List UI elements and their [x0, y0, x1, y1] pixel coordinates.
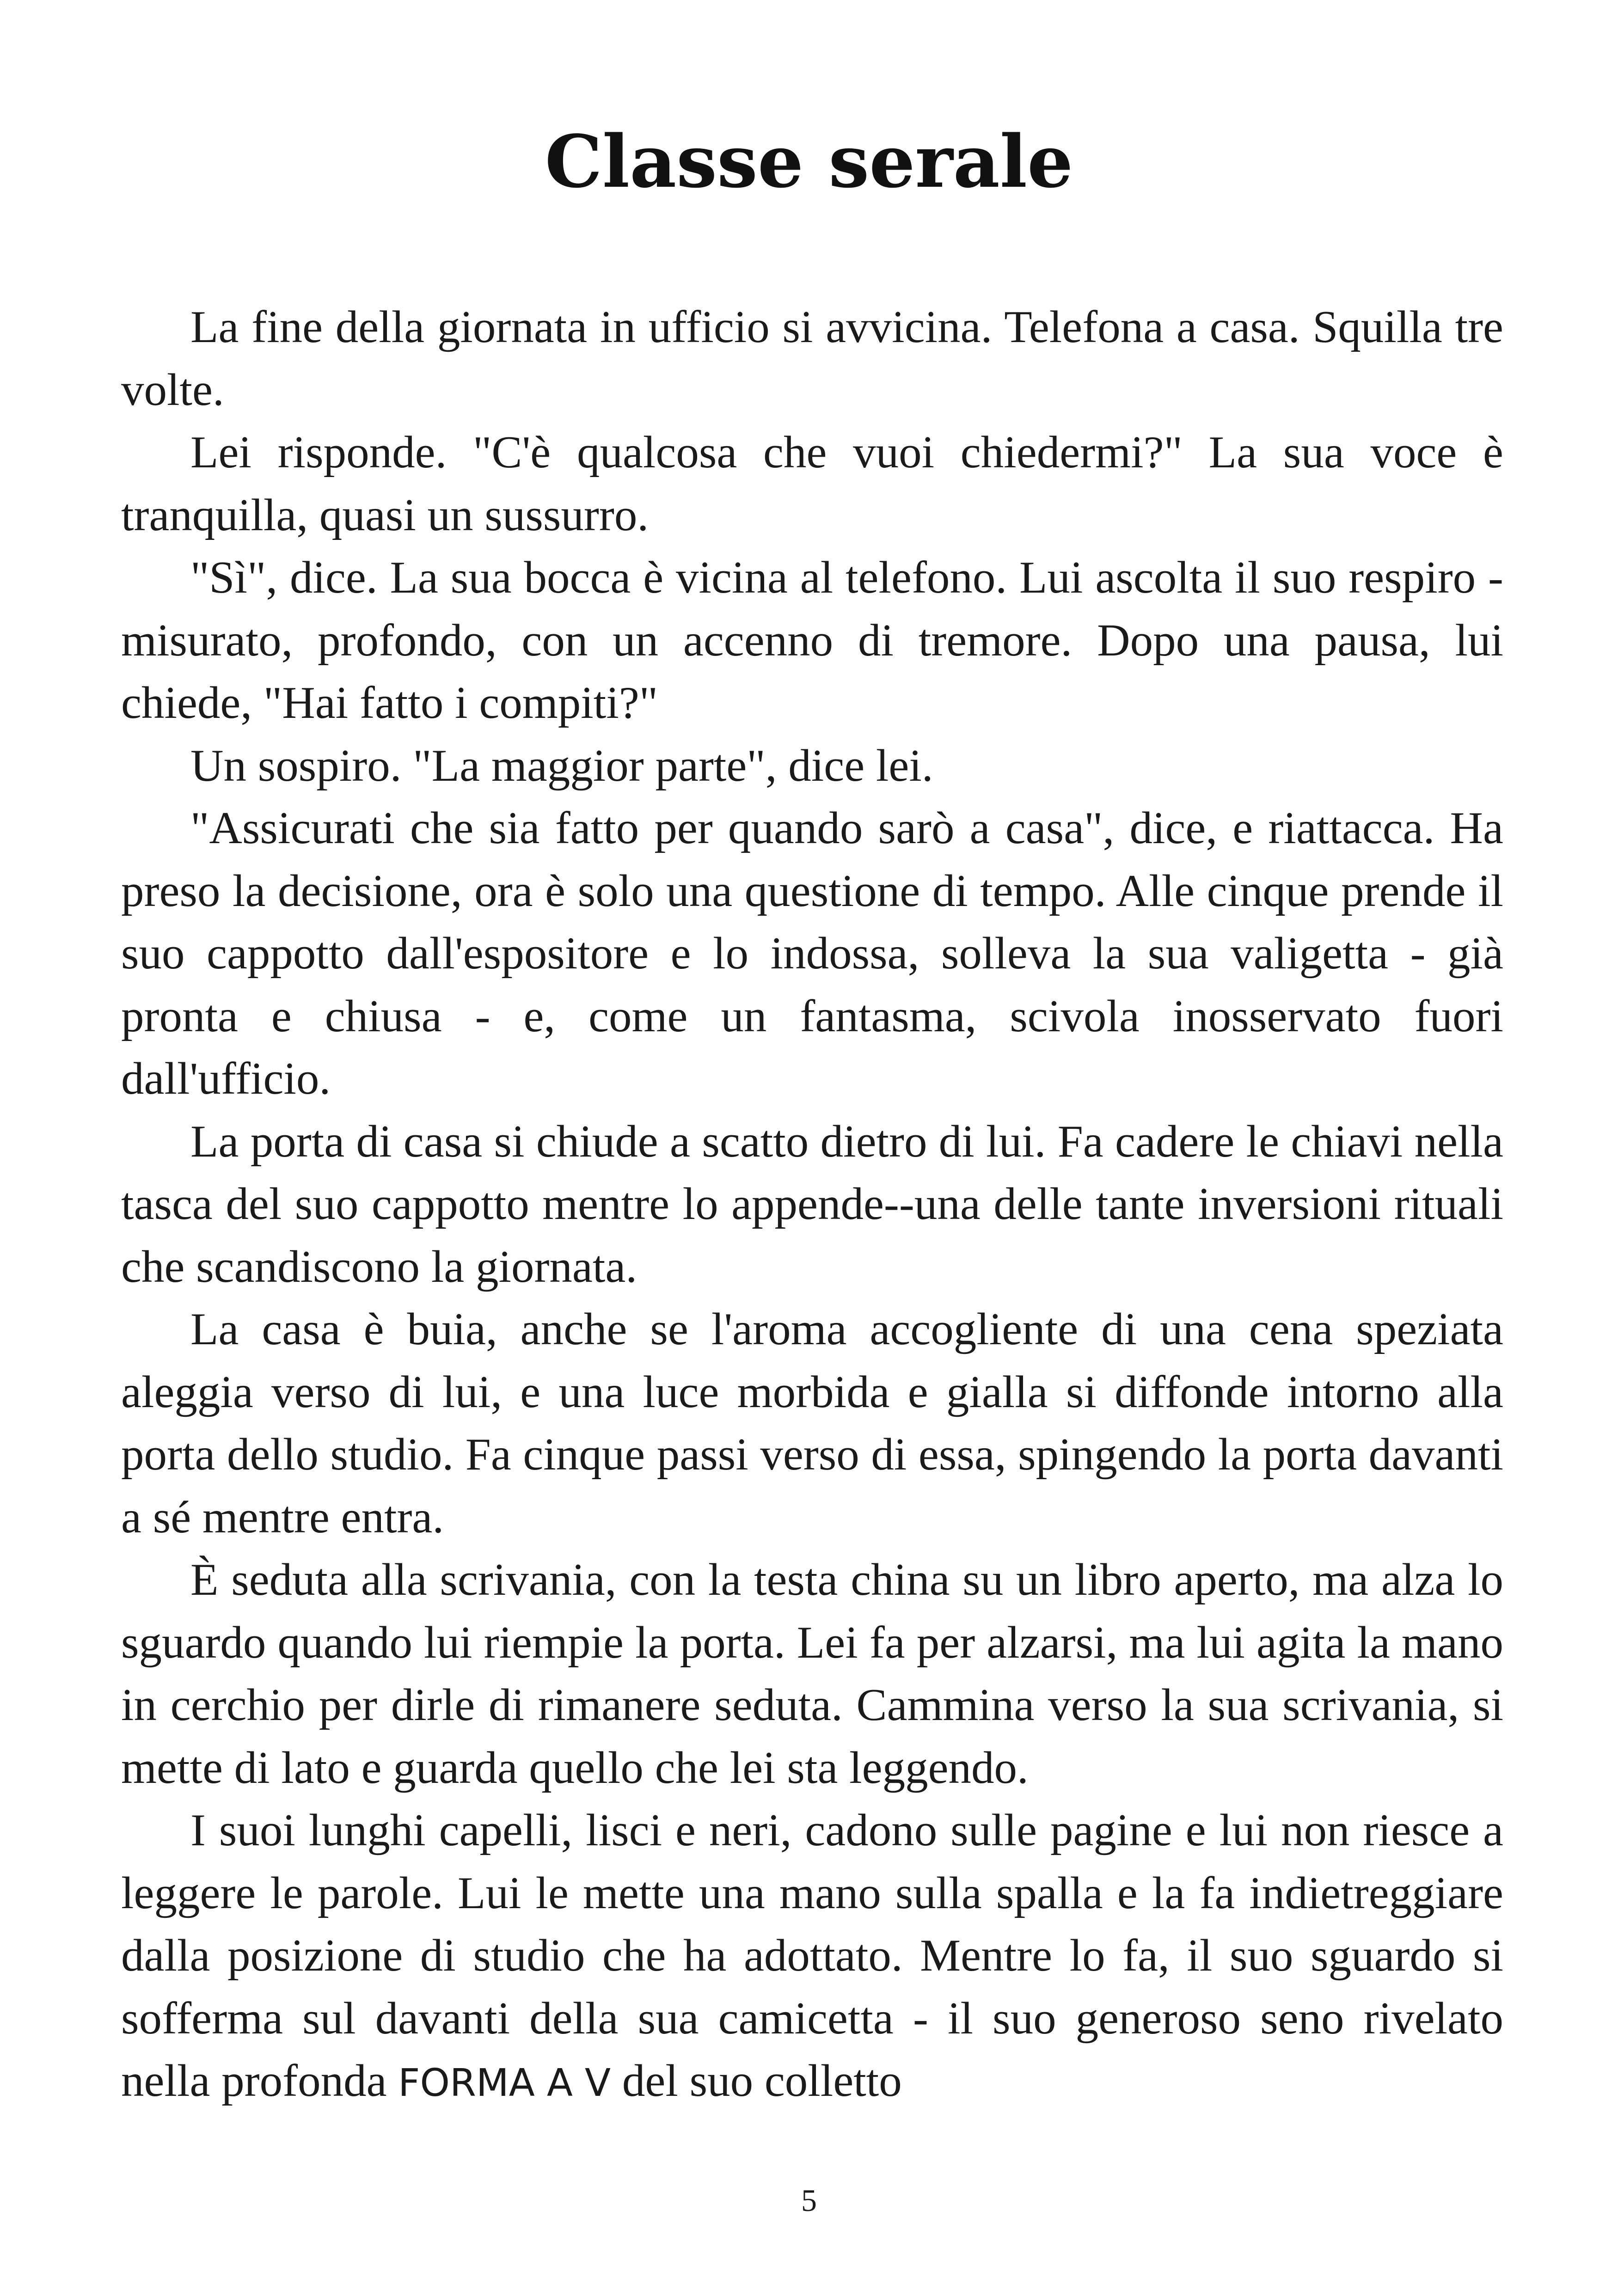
- paragraph-last-text: I suoi lunghi capelli, lisci e neri, cadono sulle pagine e lui non riesce a leggere le parole. Lui le mette una mano sulla spalla e la fa indietreggiare dalla posizione di studio che ha adottato. Mentre lo fa, il suo sguardo si sofferma sul davanti della sua camicetta - il suo generoso seno rivelato nella profonda: [121, 1805, 1503, 2106]
- paragraph: "Assicurati che sia fatto per quando sarò a casa", dice, e riattacca. Ha preso la decisione, ora è solo una questione di tempo. Alle cinque prende il suo cappotto dall'espositore e lo indossa, solleva la sua valigetta - già pronta e chiusa - e, come un fantasma, scivola inosservato fuori dall'ufficio.: [121, 803, 1503, 1104]
- paragraph: Un sospiro. "La maggior parte", dice lei.: [190, 740, 933, 791]
- page-number: 5: [801, 2183, 817, 2218]
- paragraph: La casa è buia, anche se l'aroma accogliente di una cena speziata aleggia verso di lui, e una luce morbida e gialla si diffonde intorno alla porta dello studio. Fa cinque passi verso di essa, spingendo la porta davanti a sé mentre entra.: [121, 1304, 1503, 1543]
- paragraph: La porta di casa si chiude a scatto dietro di lui. Fa cadere le chiavi nella tasca del suo cappotto mentre lo appende--una delle tante inversioni rituali che scandiscono la giornata.: [121, 1116, 1503, 1292]
- paragraph: Lei risponde. "C'è qualcosa che vuoi chiedermi?" La sua voce è tranquilla, quasi un sussurro.: [121, 427, 1503, 540]
- paragraph: È seduta alla scrivania, con la testa china su un libro aperto, ma alza lo sguardo quando lui riempie la porta. Lei fa per alzarsi, ma lui agita la mano in cerchio per dirle di rimanere seduta. Cammina verso la sua scrivania, si mette di lato e guarda quello che lei sta leggendo.: [121, 1555, 1503, 1793]
- paragraph: "Sì", dice. La sua bocca è vicina al telefono. Lui ascolta il suo respiro - misurato, profondo, con un accenno di tremore. Dopo una pausa, lui chiede, "Hai fatto i compiti?": [121, 552, 1503, 728]
- paragraph-last-tail: del suo colletto: [622, 2056, 902, 2106]
- inserted-phrase: FORMA A V: [398, 2061, 611, 2105]
- body-text: [121, 296, 1503, 2115]
- paragraph: La fine della giornata in ufficio si avvicina. Telefona a casa. Squilla tre volte.: [121, 302, 1503, 415]
- paragraph-last: [121, 1799, 1503, 2115]
- page-title: Classe serale: [545, 119, 1073, 204]
